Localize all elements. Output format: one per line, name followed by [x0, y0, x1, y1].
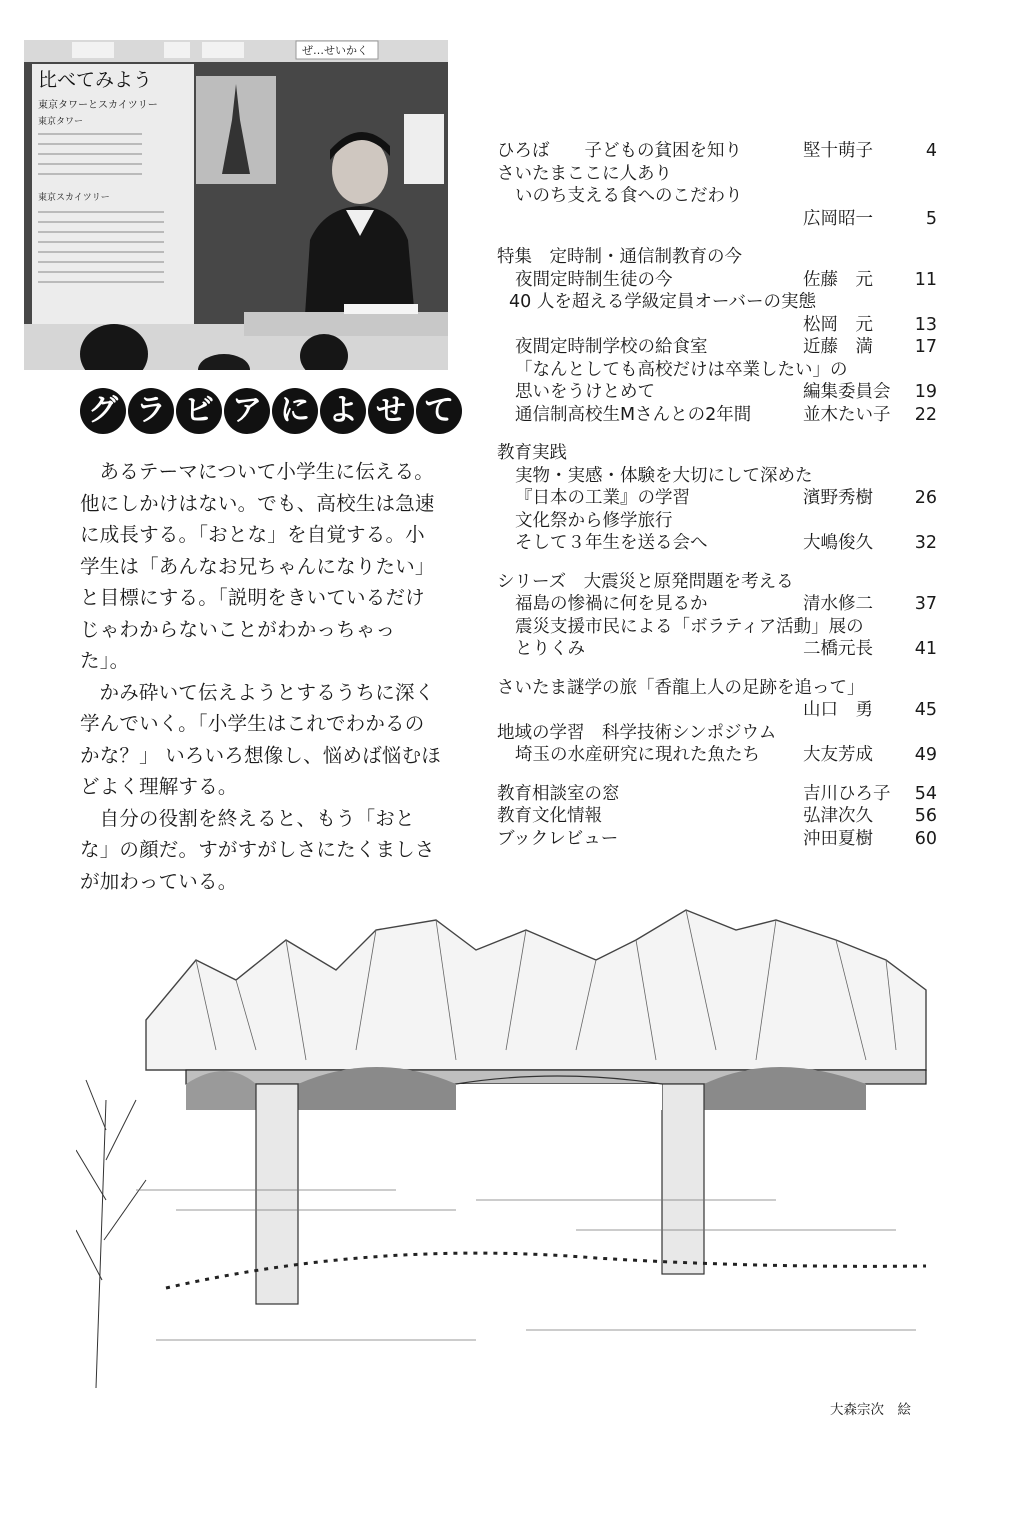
toc-entry-title: 夜間定時制生徒の今 — [515, 269, 673, 290]
toc-entry-page: 56 — [914, 806, 937, 826]
toc-entry-page: 37 — [914, 594, 937, 614]
photo-board-label1: 東京タワー — [38, 117, 84, 127]
toc-entry-author: 広岡昭一 — [803, 208, 873, 229]
toc-entry-title: 文化祭から修学旅行 — [515, 510, 673, 531]
toc-entry[interactable] — [497, 744, 937, 767]
toc-entry-page: 45 — [914, 700, 937, 720]
toc-entry-title: シリーズ 大震災と原発問題を考える — [497, 571, 794, 592]
toc-entry[interactable] — [497, 442, 937, 465]
photo-board-heading: 比べてみよう — [38, 69, 153, 91]
gravure-title-char: ビ — [176, 388, 222, 434]
toc-entry[interactable] — [497, 336, 937, 359]
toc-entry[interactable] — [497, 381, 937, 404]
toc-entry[interactable] — [497, 314, 937, 337]
toc-entry-author: 沖田夏樹 — [803, 828, 873, 849]
toc-entry-author: 濱野秀樹 — [803, 488, 873, 508]
table-of-contents — [497, 140, 937, 866]
gravure-title-char: ラ — [128, 388, 174, 434]
toc-entry[interactable] — [497, 805, 937, 828]
toc-entry-title: 福島の惨禍に何を見るか — [515, 594, 708, 614]
toc-entry-author: 堅十萌子 — [803, 141, 873, 161]
toc-entry-author: 大友芳成 — [803, 745, 873, 765]
toc-entry-page: 54 — [914, 783, 937, 804]
toc-entry-page: 19 — [914, 382, 937, 402]
toc-entry-page: 22 — [914, 404, 937, 425]
toc-entry[interactable] — [497, 359, 937, 382]
toc-entry-title: 通信制高校生Mさんとの2年間 — [515, 404, 752, 425]
toc-entry-page: 32 — [914, 533, 937, 553]
toc-entry-author: 並木たい子 — [803, 404, 891, 425]
toc-entry-title: さいたまここに人あり — [497, 163, 672, 184]
toc-entry-author: 吉川ひろ子 — [803, 783, 891, 804]
essay-paragraph: かみ砕いて伝えようとするうちに深く学んでいく。「小学生はこれでわかるのかな？」 いろいろ想像し、悩めば悩むほどよく理解する。 — [80, 680, 441, 798]
photo-board-label2: 東京スカイツリー — [38, 193, 110, 203]
toc-section — [497, 783, 937, 851]
toc-entry[interactable] — [497, 828, 937, 851]
toc-entry-page: 26 — [914, 488, 937, 508]
essay-paragraph: あるテーマについて小学生に伝える。他にしかけはない。でも、高校生は急速に成長する。「おとな」を自覚する。小学生は「あんなお兄ちゃんになりたい」と目標にする。「説明をきいているだけじゃわからないことがわかっちゃった」。 — [80, 460, 435, 672]
toc-entry-author: 清水修二 — [803, 594, 873, 614]
toc-entry-author: 佐藤 元 — [803, 269, 873, 290]
illustration-caption: 大森宗次 絵 — [830, 1402, 911, 1418]
toc-section — [497, 442, 937, 555]
gravure-title-char: せ — [368, 388, 414, 434]
toc-entry[interactable] — [497, 163, 937, 186]
toc-entry-title: 『日本の工業』の学習 — [515, 488, 690, 508]
toc-entry[interactable] — [497, 140, 937, 163]
toc-entry[interactable] — [497, 404, 937, 427]
toc-entry[interactable] — [497, 677, 937, 700]
toc-entry-title: 特集 定時制・通信制教育の今 — [497, 247, 742, 267]
toc-section — [497, 246, 937, 426]
toc-entry-author: 二橋元長 — [803, 639, 873, 659]
toc-entry-title: 夜間定時制学校の給食室 — [515, 337, 708, 357]
toc-entry-title: いのち支える食へのこだわり — [515, 186, 743, 206]
toc-entry-page: 13 — [914, 314, 937, 335]
toc-entry-title: 教育実践 — [497, 443, 567, 463]
toc-entry-title: とりくみ — [515, 639, 585, 659]
gravure-title-char: に — [272, 388, 318, 434]
toc-entry-page: 17 — [914, 337, 937, 357]
toc-entry-title: 「なんとしても高校だけは卒業したい」の — [515, 359, 848, 380]
toc-entry-title: 教育相談室の窓 — [497, 783, 620, 804]
photo-top-card: ぜ…せいかく — [302, 44, 368, 57]
toc-entry-title: 教育文化情報 — [497, 806, 602, 826]
toc-entry[interactable] — [497, 510, 937, 533]
toc-entry[interactable] — [497, 593, 937, 616]
toc-entry[interactable] — [497, 246, 937, 269]
gravure-essay — [80, 456, 444, 897]
toc-entry-author: 編集委員会 — [803, 382, 891, 402]
toc-entry[interactable] — [497, 616, 937, 639]
gravure-title-char: ア — [224, 388, 270, 434]
toc-entry[interactable] — [497, 699, 937, 722]
toc-entry[interactable] — [497, 722, 937, 745]
toc-entry-title: そして３年生を送る会へ — [515, 533, 708, 553]
bridge-sketch-illustration — [76, 900, 938, 1388]
gravure-title-char: よ — [320, 388, 366, 434]
toc-entry-author: 松岡 元 — [803, 314, 873, 335]
toc-entry[interactable] — [497, 291, 937, 314]
toc-entry-title: ひろば 子どもの貧困を知り — [497, 141, 742, 161]
photo-board-subheading: 東京タワーとスカイツリー — [38, 100, 158, 111]
toc-entry-page: 11 — [914, 269, 937, 290]
toc-entry[interactable] — [497, 571, 937, 594]
toc-entry-title: 実物・実感・体験を大切にして深めた — [515, 465, 813, 486]
toc-section — [497, 140, 937, 230]
toc-entry-page: 5 — [925, 208, 937, 229]
toc-entry-page: 60 — [914, 828, 937, 849]
toc-entry-title: 地域の学習 科学技術シンポジウム — [497, 722, 777, 743]
toc-entry-title: 震災支援市民による「ボラティア活動」展の — [515, 616, 864, 637]
essay-paragraph: 自分の役割を終えると、もう「おとな」の顔だ。すがすがしさにたくましさが加わっている。 — [80, 806, 435, 893]
toc-section — [497, 571, 937, 661]
toc-entry-author: 大嶋俊久 — [803, 533, 873, 553]
gravure-title — [80, 388, 462, 436]
toc-entry-page: 41 — [914, 639, 937, 659]
gravure-photo — [24, 40, 448, 370]
toc-entry[interactable] — [497, 269, 937, 292]
bridge-sketch-image — [76, 900, 938, 1388]
gravure-title-char: グ — [80, 388, 126, 434]
toc-entry-title: ブックレビュー — [497, 828, 619, 849]
toc-entry-author: 山口 勇 — [803, 700, 873, 720]
toc-entry-author: 近藤 満 — [803, 337, 873, 357]
classroom-photo-image — [24, 40, 448, 370]
toc-entry[interactable] — [497, 208, 937, 231]
toc-entry[interactable] — [497, 185, 937, 208]
toc-entry-title: さいたま謎学の旅「香龍上人の足跡を追って」 — [497, 677, 865, 698]
toc-entry[interactable] — [497, 532, 937, 555]
toc-entry-author: 弘津次久 — [803, 806, 873, 826]
gravure-title-char: て — [416, 388, 462, 434]
toc-entry-page: 49 — [914, 745, 937, 765]
toc-entry[interactable] — [497, 465, 937, 488]
toc-section — [497, 677, 937, 767]
toc-entry-title: 思いをうけとめて — [515, 382, 655, 402]
toc-entry-title: 40 人を超える学級定員オーバーの実態 — [509, 292, 816, 312]
toc-entry[interactable] — [497, 638, 937, 661]
toc-entry[interactable] — [497, 783, 937, 806]
toc-entry-title: 埼玉の水産研究に現れた魚たち — [515, 745, 760, 765]
toc-entry[interactable] — [497, 487, 937, 510]
toc-entry-page: 4 — [925, 141, 937, 161]
